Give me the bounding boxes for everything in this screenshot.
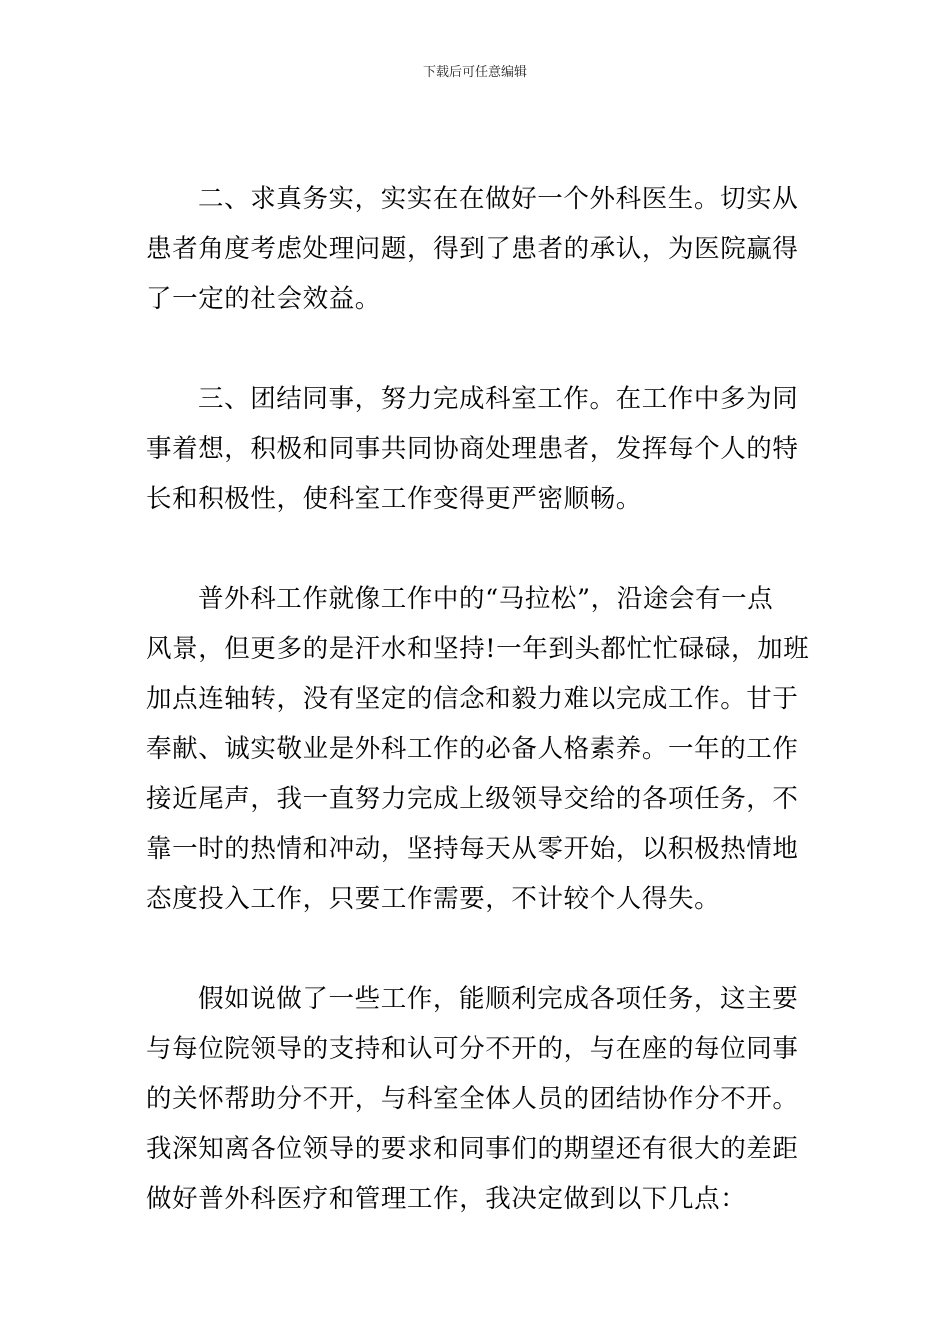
text-line: 我深知离各位领导的要求和同事们的期望还有很大的差距 [146,1134,799,1164]
paragraph-thanks [146,974,814,1224]
text-line: 普外科工作就像工作中的“马拉松”，沿途会有一点 [198,584,774,614]
paragraph-gap [146,524,814,574]
text-line: 与每位院领导的支持和认可分不开的，与在座的每位同事 [146,1034,799,1064]
document-body [146,174,814,1224]
text-line: 接近尾声，我一直努力完成上级领导交给的各项任务，不 [146,784,799,814]
text-line: 做好普外科医疗和管理工作，我决定做到以下几点： [146,1184,747,1214]
text-line: 长和积极性，使科室工作变得更严密顺畅。 [146,484,642,514]
paragraph-gap [146,924,814,974]
text-line: 奉献、诚实敬业是外科工作的必备人格素养。一年的工作 [146,734,799,764]
text-line: 假如说做了一些工作，能顺利完成各项任务，这主要 [198,984,799,1014]
text-line: 加点连轴转，没有坚定的信念和毅力难以完成工作。甘于 [146,684,799,714]
text-line: 的关怀帮助分不开，与科室全体人员的团结协作分不开。 [146,1084,799,1114]
paragraph-gap [146,324,814,374]
text-line: 三、团结同事，努力完成科室工作。在工作中多为同 [198,384,799,414]
text-line: 靠一时的热情和冲动，坚持每天从零开始，以积极热情地 [146,834,799,864]
paragraph-marathon [146,574,814,924]
page-header-note: 下载后可任意编辑 [422,65,527,80]
text-line: 风景，但更多的是汗水和坚持!一年到头都忙忙碌碌，加班 [146,634,810,664]
text-line: 患者角度考虑处理问题，得到了患者的承认，为医院赢得 [146,234,799,264]
paragraph-2 [146,174,814,324]
paragraph-3 [146,374,814,524]
text-line: 了一定的社会效益。 [146,284,381,314]
text-line: 态度投入工作，只要工作需要，不计较个人得失。 [146,884,721,914]
text-line: 事着想，积极和同事共同协商处理患者，发挥每个人的特 [146,434,799,464]
text-line: 二、求真务实，实实在在做好一个外科医生。切实从 [198,184,799,214]
